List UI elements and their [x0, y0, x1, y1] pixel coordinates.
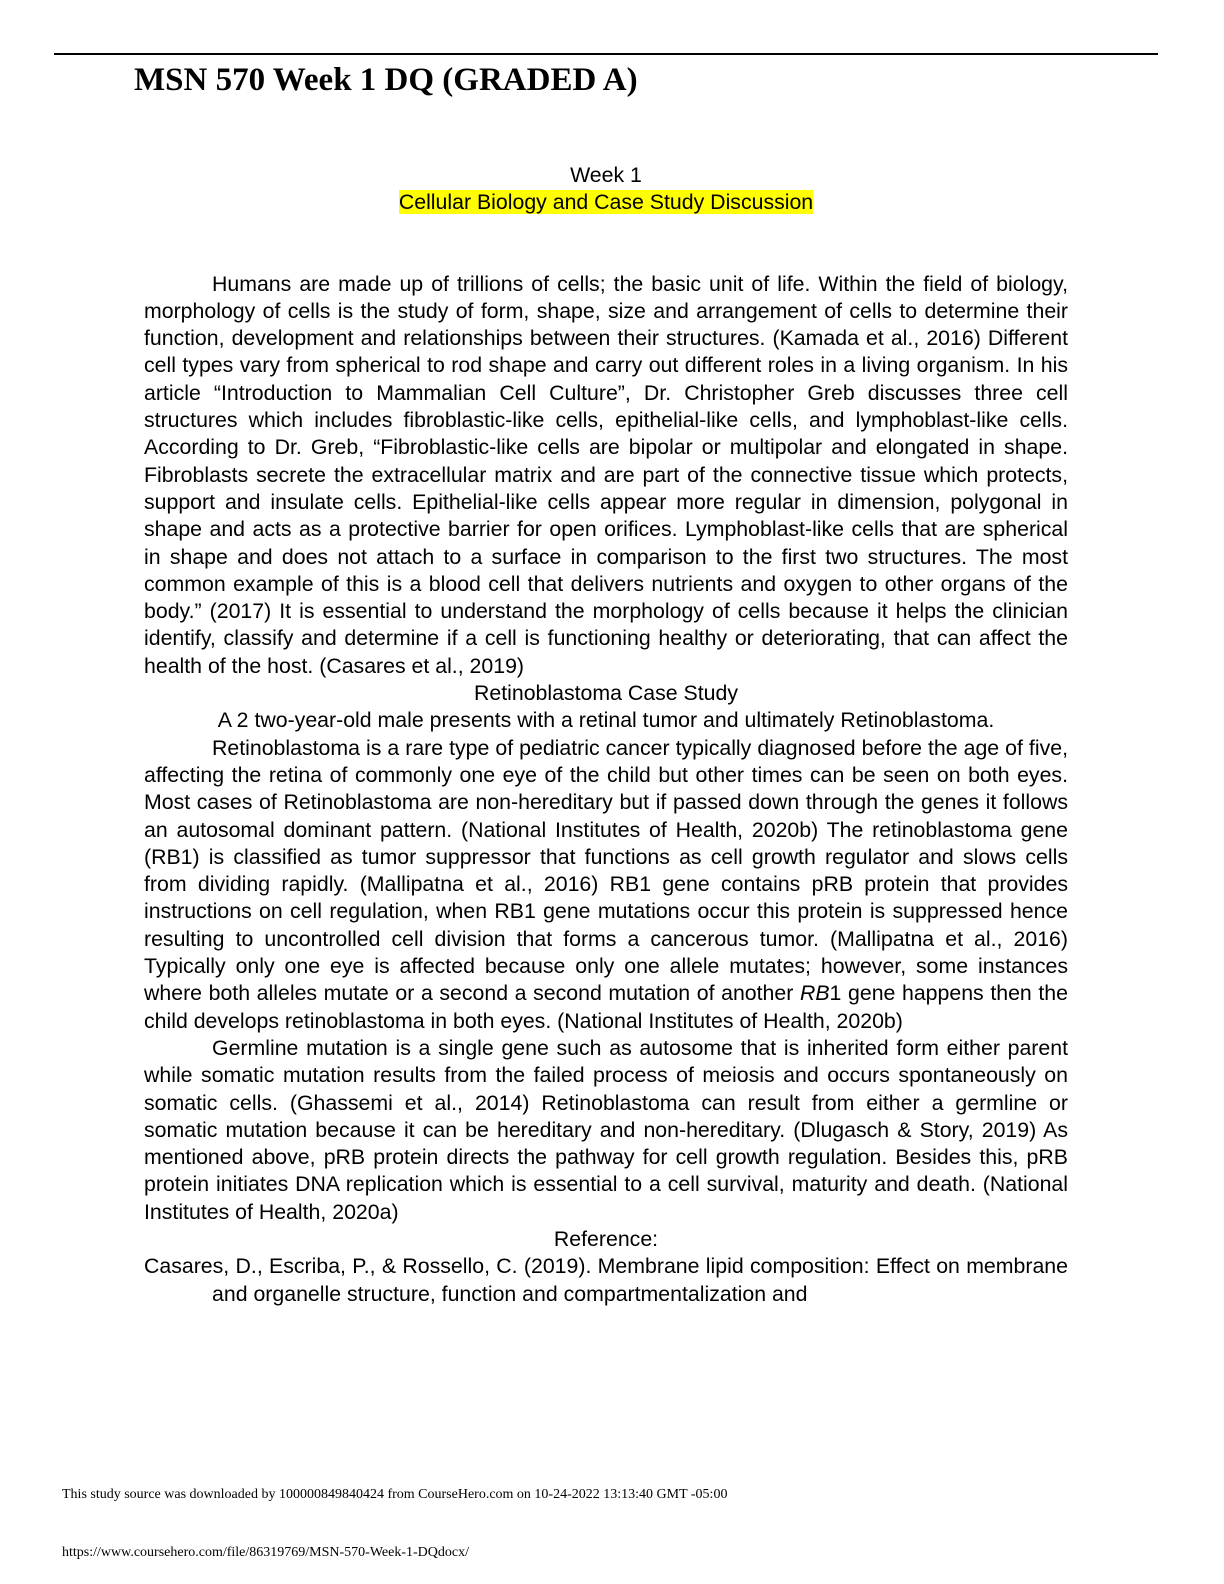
- download-source-note: This study source was downloaded by 100000849840424 from CourseHero.com on 10-24-2022 13:13:40 GMT -05:00: [62, 1487, 728, 1502]
- section-spacer: [144, 217, 1068, 271]
- subtitle-highlight: Cellular Biology and Case Study Discussion: [398, 190, 814, 215]
- rb-gene-italic: RB: [799, 981, 830, 1006]
- paragraph-retinoblastoma-part-1: Retinoblastoma is a rare type of pediatric cancer typically diagnosed before the age of five, affecting the retina of commonly one eye of the child but other times can be seen on both eyes. Most cases of Retinoblastoma are non-hereditary but if passed down through the genes it follows an autosomal dominant pattern. (National Institutes of Health, 2020b) The retinoblastoma gene (RB1) is classified as tumor suppressor that functions as cell growth regulator and slows cells from dividing rapidly. (Mallipatna et al., 2016) RB1 gene contains pRB protein that provides instructions on cell regulation, when RB1 gene mutations occur this protein is suppressed hence resulting to uncontrolled cell division that forms a cancerous tumor. (Mallipatna et al., 2016) Typically only one eye is affected because only one allele mutates; however, some instances where both alleles mutate or a second a second mutation of another: [144, 735, 1068, 1006]
- paragraph-retinoblastoma-part-2: 1 gene happens then the child develops retinoblastoma in both eyes. (National Institutes of Health, 2020b): [144, 981, 1068, 1033]
- case-intro: A 2 two-year-old male presents with a retinal tumor and ultimately Retinoblastoma.: [217, 708, 995, 733]
- paragraph-retinoblastoma: [144, 735, 1068, 1035]
- reference-entry: Casares, D., Escriba, P., & Rossello, C. (2019). Membrane lipid composition: Effect on membrane and organelle structure, function and compartmentalization and: [144, 1254, 1068, 1306]
- case-study-heading: Retinoblastoma Case Study: [474, 681, 738, 706]
- reference-heading: Reference:: [553, 1226, 659, 1251]
- document-body: [144, 162, 1068, 1308]
- header-rule: [54, 53, 1158, 55]
- paragraph-cell-morphology: Humans are made up of trillions of cells; the basic unit of life. Within the field of biology, morphology of cells is the study of form, shape, size and arrangement of cells to determine their function, development and relationships between their structures. (Kamada et al., 2016) Different cell types vary from spherical to rod shape and carry out different roles in a living organism. In his article “Introduction to Mammalian Cell Culture”, Dr. Christopher Greb discusses three cell structures which includes fibroblastic-like cells, epithelial-like cells, and lymphoblast-like cells. According to Dr. Greb, “Fibroblastic-like cells are bipolar or multipolar and elongated in shape. Fibroblasts secrete the extracellular matrix and are part of the connective tissue which protects, support and insulate cells. Epithelial-like cells appear more regular in dimension, polygonal in shape and acts as a protective barrier for open orifices. Lymphoblast-like cells that are spherical in shape and does not attach to a surface in comparison to the first two structures. The most common example of this is a blood cell that delivers nutrients and oxygen to other organs of the body.” (2017) It is essential to understand the morphology of cells because it helps the clinician identify, classify and determine if a cell is functioning healthy or deteriorating, that can affect the health of the host. (Casares et al., 2019): [144, 271, 1068, 678]
- source-url[interactable]: https://www.coursehero.com/file/86319769/MSN-570-Week-1-DQdocx/: [62, 1545, 469, 1560]
- subtitle-line: [144, 189, 1068, 216]
- week-label: Week 1: [570, 163, 642, 187]
- document-title: MSN 570 Week 1 DQ (GRADED A): [134, 62, 638, 98]
- paragraph-germline-mutation: Germline mutation is a single gene such as autosome that is inherited form either parent while somatic mutation results from the failed process of meiosis and occurs spontaneously on somatic cells. (Ghassemi et al., 2014) Retinoblastoma can result from either a germline or somatic mutation because it can be hereditary and non-hereditary. (Dlugasch & Story, 2019) As mentioned above, pRB protein directs the pathway for cell growth regulation. Besides this, pRB protein initiates DNA replication which is essential to a cell survival, maturity and death. (National Institutes of Health, 2020a): [144, 1035, 1068, 1224]
